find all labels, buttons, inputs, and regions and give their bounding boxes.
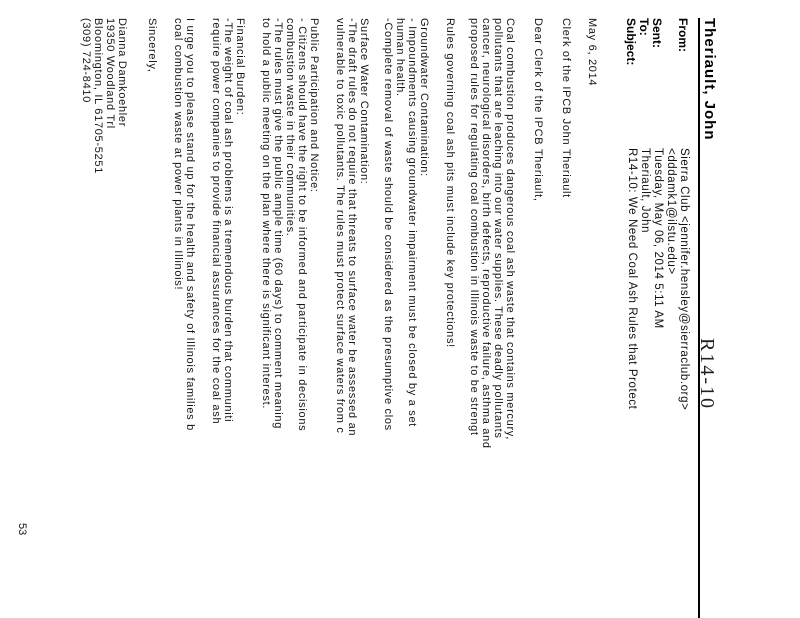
signoff: Sincerely, [146, 18, 158, 73]
subject-value: R14-10: We Need Coal Ash Rules that Protect [626, 148, 638, 410]
rotated-letter-content [0, 18, 718, 618]
body-line: Public Participation and Notice: [308, 18, 320, 193]
body-line: - Citizens should have the right to be informed and participate in decisions [296, 18, 308, 432]
signature-name: Dianna Damkoehler [116, 18, 128, 128]
body-line: vulnerable to toxic pollutants. The rules must protect surface waters from c [334, 18, 346, 434]
signature-city: Bloomington, IL 61705-5251 [92, 18, 104, 175]
body-line: human health. [394, 18, 406, 97]
body-line: to hold a public meeting on the plan where there is significant interest. [260, 18, 272, 410]
page-number: 53 [16, 523, 28, 536]
body-line: Groundwater Contamination: [418, 18, 430, 177]
from-label: From: [676, 18, 690, 52]
signature-address: 19350 Woodland Trl [104, 18, 116, 129]
to-value: Theriault, John [639, 148, 651, 234]
body-line: May 6, 2014 [586, 18, 598, 87]
header-rule [698, 18, 700, 618]
body-line: -The weight of coal ash problems is a tremendous burden that communiti [222, 18, 234, 423]
sent-value: Tuesday, May 06, 2014 5:11 AM [652, 148, 664, 329]
header-name: Theriault, John [701, 18, 718, 141]
sent-label: Sent: [650, 18, 664, 48]
body-line: I urge you to please stand up for the health and safety of Illinois families b [184, 18, 196, 431]
to-label: To: [637, 18, 651, 36]
body-line: Surface Water Contamination: [358, 18, 370, 185]
body-line: Coal combustion produces dangerous coal ash waste that contains mercury, [504, 18, 516, 440]
body-line: Dear Clerk of the IPCB Theriault, [532, 18, 544, 202]
body-line: -The draft rules do not require that threats to surface water be assessed an [346, 18, 358, 437]
body-line: -Complete removal of waste should be considered as the presumptive clos [382, 18, 394, 431]
body-line: Rules governing coal ash pits must include key protections! [444, 18, 456, 348]
body-line: -The rules must give the public ample time (60 days) to comment meaning [272, 18, 284, 430]
from-value: Sierra Club <jennifer.hensley@sierraclub.org> [678, 148, 690, 411]
body-line: - Impoundments causing groundwater impairment must be closed by a set [406, 18, 418, 428]
signature-phone: (309) 724-8410 [80, 18, 92, 104]
body-line: require power companies to provide financial assurances for the coal ash [210, 18, 222, 425]
body-line: pollutants that are leaching into our water supplies. These deadly pollutants [492, 18, 504, 439]
body-line: cancer, neurological disorders, birth defects, reproductive failure, asthma and [480, 18, 492, 449]
from-on-behalf: <dddamk1@ilstu.edu> [665, 148, 677, 275]
body-line: combustion waste in their communities. [284, 18, 296, 237]
body-line: coal combustion waste at power plants in Illinois! [172, 18, 184, 291]
body-line: Clerk of the IPCB John Theriault [560, 18, 572, 198]
docket-stamp: R14-10 [696, 338, 718, 410]
body-line: Financial Burden: [234, 18, 246, 116]
subject-label: Subject: [624, 18, 638, 66]
body-line: proposed rules for regulating coal combustion in Illinois waste to be strengt [468, 18, 480, 436]
